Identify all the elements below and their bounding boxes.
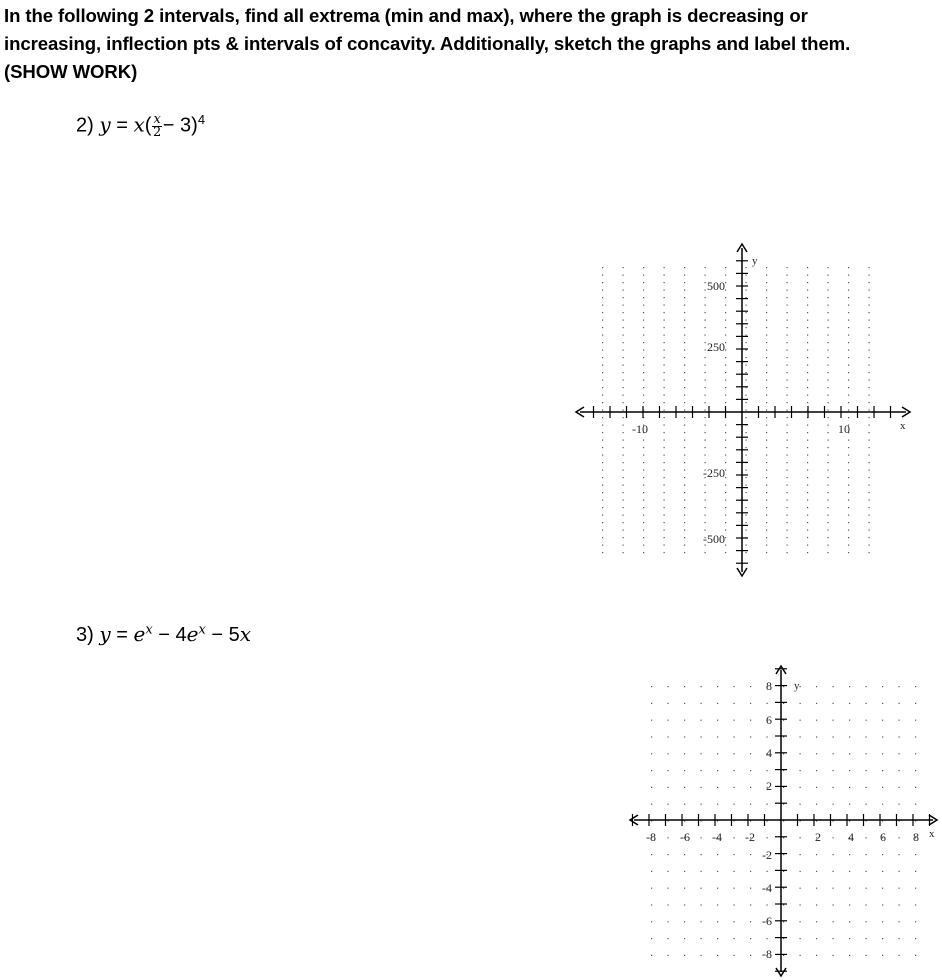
g2-grid-dot — [899, 804, 900, 805]
graph-2-x-tick-neg8: -8 — [646, 830, 656, 844]
g2-grid-dot — [651, 770, 652, 771]
graph-2-y-tick-neg4: -4 — [762, 881, 772, 895]
g2-grid-dot — [701, 720, 702, 721]
g2-grid-dot — [866, 686, 867, 687]
g2-grid-dot — [866, 736, 867, 737]
instructions-line-3: (SHOW WORK) — [4, 61, 138, 82]
g2-grid-dot — [866, 854, 867, 855]
g2-grid-dot — [833, 938, 834, 939]
problem-3-equals: = — [116, 624, 128, 646]
graph-2-x-tick-2: 2 — [815, 830, 821, 844]
g2-grid-dot — [684, 720, 685, 721]
g2-grid-dot — [651, 804, 652, 805]
g2-grid-dot — [882, 938, 883, 939]
g2-grid-dot — [750, 736, 751, 737]
g2-grid-dot — [833, 804, 834, 805]
g2-grid-dot — [767, 871, 768, 872]
g2-grid-dot — [717, 753, 718, 754]
problem-2-minus-three: − 3) — [162, 114, 198, 137]
g2-grid-dot — [701, 787, 702, 788]
g2-grid-dot — [717, 686, 718, 687]
g2-grid-dot — [701, 703, 702, 704]
g2-grid-dot — [849, 904, 850, 905]
g2-grid-dot — [915, 686, 916, 687]
g2-grid-dot — [800, 854, 801, 855]
g2-grid-dot — [767, 736, 768, 737]
g2-grid-dot — [750, 703, 751, 704]
g2-grid-dot — [816, 955, 817, 956]
g2-grid-dot — [717, 955, 718, 956]
g2-grid-dot — [767, 837, 768, 838]
g2-grid-dot — [833, 787, 834, 788]
g2-grid-dot — [734, 703, 735, 704]
g2-grid-dot — [734, 871, 735, 872]
g2-grid-dot — [701, 854, 702, 855]
g2-grid-dot — [701, 938, 702, 939]
g2-grid-dot — [750, 854, 751, 855]
g2-grid-dot — [668, 837, 669, 838]
graph-2-x-axis-letter: x — [929, 828, 935, 840]
problem-3-number: 3) — [76, 624, 94, 646]
g2-grid-dot — [717, 787, 718, 788]
g2-grid-dot — [734, 787, 735, 788]
g2-grid-dot — [684, 955, 685, 956]
g2-grid-dot — [849, 703, 850, 704]
g2-grid-dot — [668, 804, 669, 805]
g2-grid-dot — [651, 871, 652, 872]
graph-2-y-axis-letter: y — [794, 680, 800, 692]
g2-grid-dot — [800, 787, 801, 788]
g2-grid-dot — [684, 770, 685, 771]
g2-grid-dot — [899, 753, 900, 754]
graph-2-y-tick-4: 4 — [766, 746, 772, 760]
problem-3-exponent-first: x — [145, 622, 153, 638]
g2-grid-dot — [882, 787, 883, 788]
g2-grid-dot — [701, 921, 702, 922]
g2-grid-dot — [849, 854, 850, 855]
g2-grid-dot — [882, 804, 883, 805]
g2-grid-dot — [915, 904, 916, 905]
graph-2-dot-grid — [651, 686, 916, 956]
graph-1-y-tick-neg250: -250 — [703, 466, 725, 480]
g2-grid-dot — [882, 955, 883, 956]
g2-grid-dot — [750, 904, 751, 905]
g2-grid-dot — [816, 854, 817, 855]
g2-grid-dot — [849, 720, 850, 721]
g2-grid-dot — [899, 736, 900, 737]
g2-grid-dot — [816, 787, 817, 788]
g2-grid-dot — [866, 787, 867, 788]
g2-grid-dot — [651, 736, 652, 737]
g2-grid-dot — [849, 736, 850, 737]
g2-grid-dot — [767, 804, 768, 805]
g2-grid-dot — [849, 753, 850, 754]
g2-grid-dot — [882, 720, 883, 721]
g2-grid-dot — [750, 955, 751, 956]
g2-grid-dot — [750, 787, 751, 788]
g2-grid-dot — [750, 770, 751, 771]
g2-grid-dot — [734, 921, 735, 922]
g2-grid-dot — [668, 787, 669, 788]
problem-2-exponent: 4 — [197, 112, 206, 127]
g2-grid-dot — [668, 955, 669, 956]
g2-grid-dot — [750, 921, 751, 922]
g2-grid-dot — [651, 720, 652, 721]
g2-grid-dot — [734, 955, 735, 956]
g2-grid-dot — [800, 938, 801, 939]
g2-grid-dot — [849, 686, 850, 687]
problem-3-minus-four: − 4 — [158, 624, 187, 646]
g2-grid-dot — [866, 871, 867, 872]
g2-grid-dot — [833, 736, 834, 737]
g2-grid-dot — [866, 770, 867, 771]
g2-grid-dot — [684, 921, 685, 922]
g2-grid-dot — [899, 888, 900, 889]
g2-grid-dot — [800, 686, 801, 687]
g2-grid-dot — [833, 837, 834, 838]
g2-grid-dot — [701, 888, 702, 889]
g2-grid-dot — [651, 686, 652, 687]
g2-grid-dot — [833, 871, 834, 872]
g2-grid-dot — [684, 871, 685, 872]
g2-grid-dot — [915, 703, 916, 704]
g2-grid-dot — [915, 720, 916, 721]
g2-grid-dot — [668, 888, 669, 889]
g2-grid-dot — [866, 753, 867, 754]
g2-grid-dot — [684, 686, 685, 687]
g2-grid-dot — [668, 871, 669, 872]
g2-grid-dot — [734, 686, 735, 687]
g2-grid-dot — [701, 837, 702, 838]
g2-grid-dot — [882, 921, 883, 922]
g2-grid-dot — [800, 736, 801, 737]
g2-grid-dot — [800, 837, 801, 838]
g2-grid-dot — [833, 854, 834, 855]
problem-2-fraction-denominator: 2 — [152, 124, 162, 140]
problem-2-y: y — [99, 112, 111, 137]
problem-2-x: x — [133, 112, 145, 137]
g2-grid-dot — [882, 686, 883, 687]
g2-grid-dot — [750, 720, 751, 721]
g2-grid-dot — [651, 938, 652, 939]
g2-grid-dot — [651, 955, 652, 956]
g2-grid-dot — [717, 770, 718, 771]
g2-grid-dot — [800, 904, 801, 905]
g2-grid-dot — [684, 753, 685, 754]
graph-1-x-axis-letter: x — [900, 420, 906, 432]
g2-grid-dot — [899, 938, 900, 939]
g2-grid-dot — [800, 921, 801, 922]
g2-grid-dot — [899, 921, 900, 922]
g2-grid-dot — [849, 804, 850, 805]
g2-grid-dot — [915, 921, 916, 922]
g2-grid-dot — [866, 921, 867, 922]
g2-grid-dot — [915, 770, 916, 771]
g2-grid-dot — [717, 888, 718, 889]
graph-2-x-tick-4: 4 — [848, 830, 854, 844]
graph-2-x-tick-8: 8 — [913, 830, 919, 844]
graph-1-y-tick-neg500: -500 — [703, 532, 725, 546]
g2-grid-dot — [717, 703, 718, 704]
g2-grid-dot — [866, 703, 867, 704]
graph-1-y-tick-500: 500 — [707, 279, 725, 293]
g2-grid-dot — [651, 904, 652, 905]
g2-grid-dot — [899, 686, 900, 687]
g2-grid-dot — [767, 904, 768, 905]
g2-grid-dot — [800, 871, 801, 872]
g2-grid-dot — [816, 871, 817, 872]
g2-grid-dot — [651, 703, 652, 704]
g2-grid-dot — [668, 720, 669, 721]
g2-grid-dot — [816, 736, 817, 737]
g2-grid-dot — [750, 871, 751, 872]
graph-1-y-axis-letter: y — [752, 255, 758, 267]
g2-grid-dot — [668, 921, 669, 922]
g2-grid-dot — [899, 787, 900, 788]
g2-grid-dot — [684, 804, 685, 805]
g2-grid-dot — [915, 938, 916, 939]
g2-grid-dot — [701, 686, 702, 687]
g2-grid-dot — [833, 770, 834, 771]
g2-grid-dot — [717, 871, 718, 872]
g2-grid-dot — [684, 787, 685, 788]
g2-grid-dot — [734, 938, 735, 939]
g2-grid-dot — [701, 753, 702, 754]
g2-grid-dot — [668, 753, 669, 754]
g2-grid-dot — [668, 938, 669, 939]
g2-grid-dot — [866, 904, 867, 905]
g2-grid-dot — [882, 888, 883, 889]
g2-grid-dot — [882, 770, 883, 771]
g2-grid-dot — [651, 854, 652, 855]
g2-grid-dot — [800, 955, 801, 956]
g2-grid-dot — [915, 888, 916, 889]
g2-grid-dot — [899, 904, 900, 905]
g2-grid-dot — [668, 854, 669, 855]
g2-grid-dot — [767, 770, 768, 771]
problem-2-open-paren: ( — [144, 114, 152, 137]
graph-2-x-tick-6: 6 — [880, 830, 886, 844]
g2-grid-dot — [734, 753, 735, 754]
g2-grid-dot — [734, 804, 735, 805]
g2-grid-dot — [866, 804, 867, 805]
g2-grid-dot — [734, 736, 735, 737]
instructions-line-2: increasing, inflection pts & intervals of concavity. Additionally, sketch the graphs and label them. — [4, 33, 851, 54]
g2-grid-dot — [816, 888, 817, 889]
problem-2-equals: = — [116, 114, 128, 137]
g2-grid-dot — [816, 686, 817, 687]
g2-grid-dot — [816, 921, 817, 922]
g2-grid-dot — [800, 804, 801, 805]
g2-grid-dot — [684, 854, 685, 855]
graph-1-x-tick-neg10: -10 — [632, 422, 648, 436]
g2-grid-dot — [833, 921, 834, 922]
g2-grid-dot — [684, 938, 685, 939]
g2-grid-dot — [816, 753, 817, 754]
g2-grid-dot — [800, 703, 801, 704]
g2-grid-dot — [734, 854, 735, 855]
g2-grid-dot — [717, 854, 718, 855]
g2-grid-dot — [668, 904, 669, 905]
g2-grid-dot — [882, 854, 883, 855]
g2-grid-dot — [750, 804, 751, 805]
g2-grid-dot — [882, 736, 883, 737]
g2-grid-dot — [816, 770, 817, 771]
problem-2-number: 2) — [76, 114, 94, 137]
g2-grid-dot — [717, 904, 718, 905]
g2-grid-dot — [800, 888, 801, 889]
g2-grid-dot — [816, 804, 817, 805]
g2-grid-dot — [717, 736, 718, 737]
g2-grid-dot — [734, 888, 735, 889]
graph-2-y-tick-6: 6 — [766, 713, 772, 727]
g2-grid-dot — [849, 955, 850, 956]
g2-grid-dot — [750, 888, 751, 889]
g2-grid-dot — [882, 753, 883, 754]
graph-2-x-tick-neg4: -4 — [712, 830, 722, 844]
g2-grid-dot — [882, 871, 883, 872]
problem-3-minus-five: − 5 — [211, 624, 240, 646]
g2-grid-dot — [767, 938, 768, 939]
problem-2-fraction-numerator: x — [153, 111, 161, 127]
g2-grid-dot — [833, 686, 834, 687]
problem-3-exponent-second: x — [198, 622, 206, 638]
g2-grid-dot — [750, 686, 751, 687]
graph-1-x-tick-10: 10 — [838, 422, 850, 436]
g2-grid-dot — [816, 720, 817, 721]
g2-grid-dot — [849, 938, 850, 939]
g2-grid-dot — [899, 770, 900, 771]
g2-grid-dot — [717, 938, 718, 939]
g2-grid-dot — [651, 753, 652, 754]
graph-2-x-tick-neg6: -6 — [680, 830, 690, 844]
g2-grid-dot — [849, 787, 850, 788]
graph-2-y-tick-8: 8 — [766, 679, 772, 693]
g2-grid-dot — [668, 770, 669, 771]
g2-grid-dot — [684, 888, 685, 889]
g2-grid-dot — [866, 955, 867, 956]
g2-grid-dot — [915, 854, 916, 855]
instructions-line-1: In the following 2 intervals, find all extrema (min and max), where the graph is decreasing or — [4, 5, 808, 26]
g2-grid-dot — [866, 837, 867, 838]
graph-2-y-tick-2: 2 — [766, 779, 772, 793]
g2-grid-dot — [734, 837, 735, 838]
g2-grid-dot — [668, 736, 669, 737]
g2-grid-dot — [915, 804, 916, 805]
g2-grid-dot — [899, 871, 900, 872]
g2-grid-dot — [915, 787, 916, 788]
problem-3-e-second: e — [186, 622, 199, 646]
g2-grid-dot — [849, 770, 850, 771]
g2-grid-dot — [651, 787, 652, 788]
g2-grid-dot — [899, 854, 900, 855]
g2-grid-dot — [882, 703, 883, 704]
g2-grid-dot — [915, 871, 916, 872]
g2-grid-dot — [899, 703, 900, 704]
g2-grid-dot — [684, 736, 685, 737]
g2-grid-dot — [651, 921, 652, 922]
g2-grid-dot — [767, 703, 768, 704]
g2-grid-dot — [899, 720, 900, 721]
g2-grid-dot — [750, 753, 751, 754]
g2-grid-dot — [882, 904, 883, 905]
g2-grid-dot — [866, 888, 867, 889]
g2-grid-dot — [800, 770, 801, 771]
g2-grid-dot — [684, 904, 685, 905]
graph-2-y-tick-neg8: -8 — [762, 947, 772, 961]
g2-grid-dot — [651, 888, 652, 889]
g2-grid-dot — [734, 904, 735, 905]
g2-grid-dot — [833, 753, 834, 754]
g2-grid-dot — [668, 703, 669, 704]
g2-grid-dot — [849, 871, 850, 872]
problem-3-x: x — [239, 622, 251, 646]
g2-grid-dot — [734, 720, 735, 721]
g2-grid-dot — [701, 736, 702, 737]
g2-grid-dot — [800, 720, 801, 721]
g2-grid-dot — [816, 703, 817, 704]
g2-grid-dot — [701, 770, 702, 771]
g2-grid-dot — [717, 720, 718, 721]
graph-2-x-tick-neg2: -2 — [745, 830, 755, 844]
g2-grid-dot — [734, 770, 735, 771]
g2-grid-dot — [849, 888, 850, 889]
g2-grid-dot — [833, 720, 834, 721]
problem-3-y: y — [99, 622, 111, 646]
g2-grid-dot — [833, 703, 834, 704]
g2-grid-dot — [750, 938, 751, 939]
g2-grid-dot — [833, 888, 834, 889]
g2-grid-dot — [849, 921, 850, 922]
g2-grid-dot — [915, 753, 916, 754]
g2-grid-dot — [833, 955, 834, 956]
g2-grid-dot — [866, 938, 867, 939]
g2-grid-dot — [684, 703, 685, 704]
g2-grid-dot — [816, 904, 817, 905]
g2-grid-dot — [701, 904, 702, 905]
g2-grid-dot — [915, 736, 916, 737]
g2-grid-dot — [899, 955, 900, 956]
g2-grid-dot — [668, 686, 669, 687]
g2-grid-dot — [866, 720, 867, 721]
g2-grid-dot — [899, 837, 900, 838]
g2-grid-dot — [833, 904, 834, 905]
g2-grid-dot — [701, 871, 702, 872]
g2-grid-dot — [717, 921, 718, 922]
problem-3-e-first: e — [133, 622, 146, 646]
g2-grid-dot — [915, 955, 916, 956]
g2-grid-dot — [816, 938, 817, 939]
graph-1-y-tick-250: 250 — [707, 340, 725, 354]
g2-grid-dot — [701, 955, 702, 956]
graph-2-y-tick-neg6: -6 — [762, 914, 772, 928]
g2-grid-dot — [800, 753, 801, 754]
graph-2-y-tick-neg2: -2 — [762, 848, 772, 862]
g2-grid-dot — [701, 804, 702, 805]
g2-grid-dot — [717, 804, 718, 805]
